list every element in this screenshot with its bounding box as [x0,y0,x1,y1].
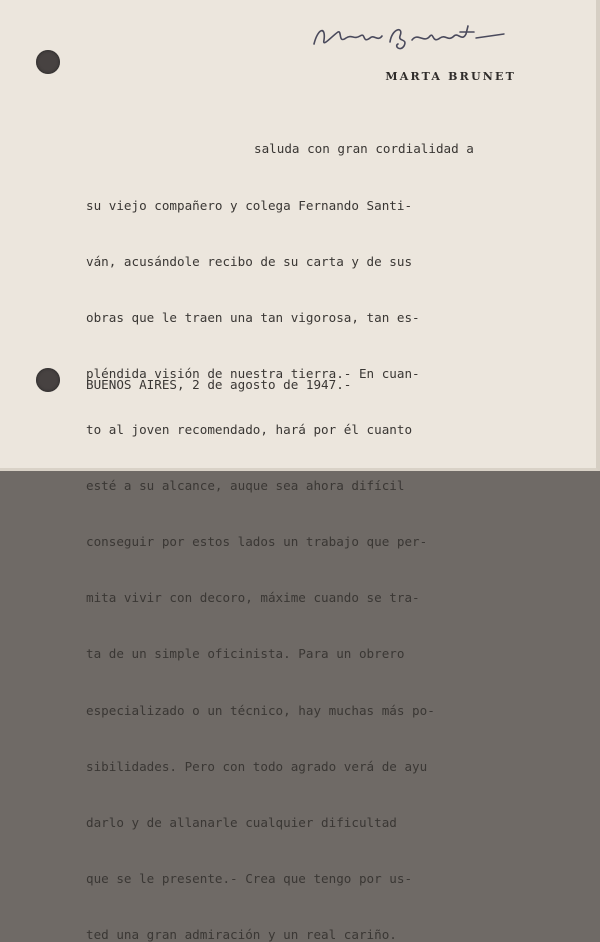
body-line: to al joven recomendado, hará por él cuanto [86,421,413,437]
body-line: pléndida visión de nuestra tierra.- En cuan- [86,365,420,381]
body-line: obras que le traen una tan vigorosa, tan es- [86,309,420,325]
letter-body [86,103,556,942]
body-line: ta de un simple oficinista. Para un obrero [86,646,405,662]
body-line: mita vivir con decoro, máxime cuando se tra- [86,590,420,606]
body-line: saluda con gran cordialidad a [254,141,474,157]
date-line: BUENOS AIRES, 2 de agosto de 1947.- [86,377,352,392]
letterhead-name: MARTA BRUNET [385,70,516,83]
punch-hole-bottom [36,368,60,392]
body-line: esté a su alcance, auque sea ahora difícil [86,478,405,494]
body-line: su viejo compañero y colega Fernando Santi- [86,197,413,213]
body-line: darlo y de allanarle cualquier dificultad [86,814,397,830]
body-line: conseguir por estos lados un trabajo que per- [86,534,428,550]
body-line: sibilidades. Pero con todo agrado verá de ayu [86,758,428,774]
body-line: ván, acusándole recibo de su carta y de sus [86,253,413,269]
body-line: especializado o un técnico, hay muchas más po- [86,702,435,718]
handwritten-signature [308,18,508,58]
body-line: que se le presente.- Crea que tengo por us- [86,870,413,886]
body-line: ted una gran admiración y un real cariño. [86,926,397,942]
